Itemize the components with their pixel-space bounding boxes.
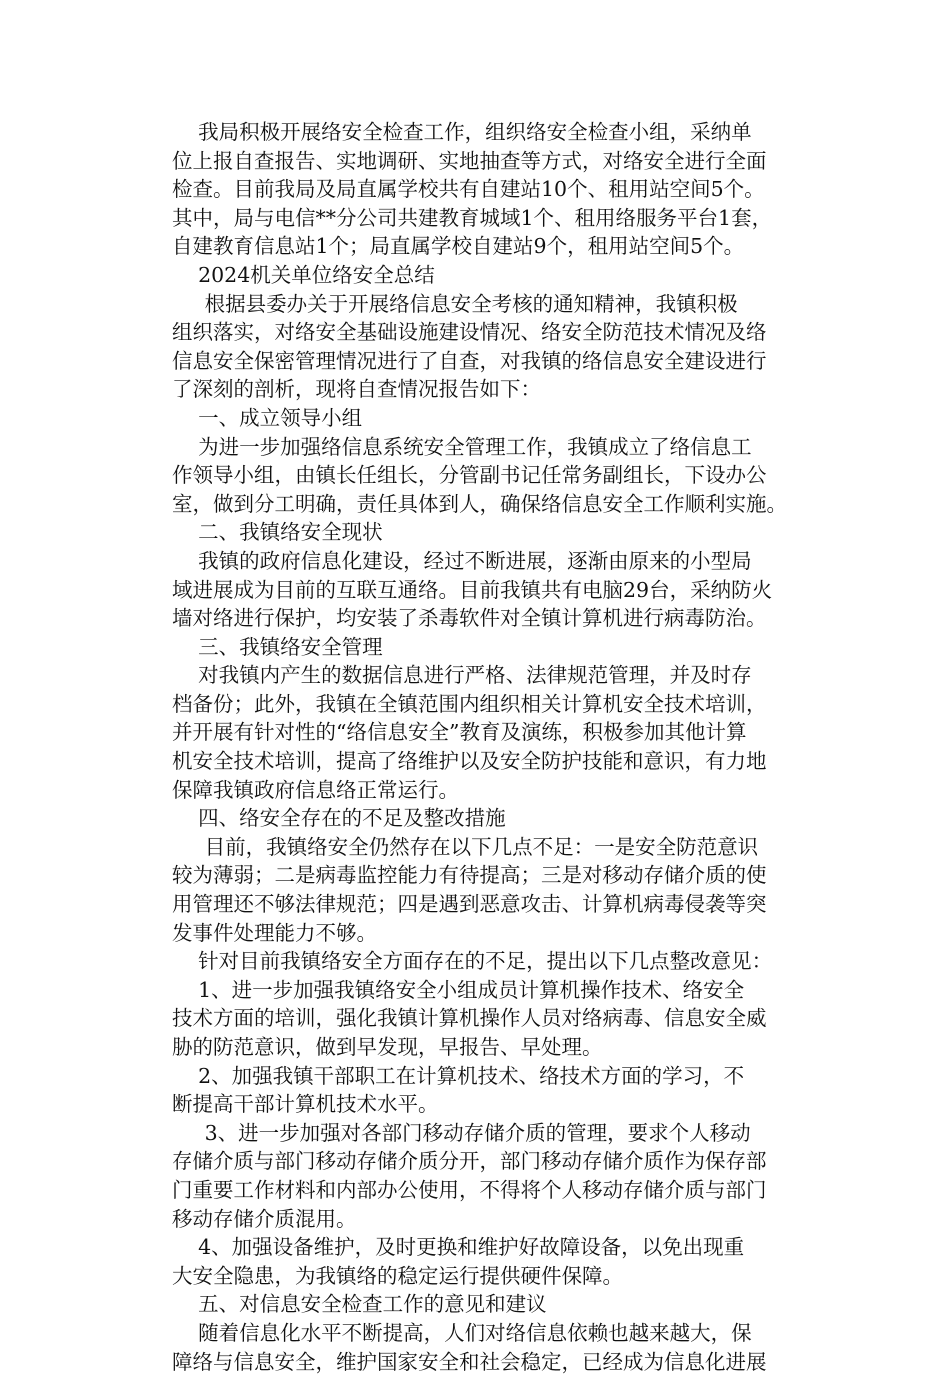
section-heading: 二、我镇络安全现状	[172, 520, 383, 545]
text-line: 发事件处理能力不够。	[172, 920, 377, 945]
text-line: 档备份；此外，我镇在全镇范围内组织相关计算机安全技术培训，	[172, 691, 767, 716]
text-line: 胁的防范意识，做到早发现，早报告、早处理。	[172, 1035, 603, 1059]
section-title: 2024机关单位络安全总结	[172, 262, 435, 287]
text-line: 断提高干部计算机技术水平。	[172, 1092, 439, 1117]
text-line: 随着信息化水平不断提高，人们对络信息依赖也越来越大，保	[172, 1320, 752, 1345]
text-line: 作领导小组，由镇长任组长，分管副书记任常务副组长，下设办公	[172, 463, 767, 488]
text-line: 1、进一步加强我镇络安全小组成员计算机操作技术、络安全	[172, 977, 745, 1002]
text-line: 移动存储介质混用。	[172, 1206, 357, 1231]
text-line: 存储介质与部门移动存储介质分开，部门移动存储介质作为保存部	[172, 1149, 767, 1174]
text-line: 为进一步加强络信息系统安全管理工作，我镇成立了络信息工	[172, 434, 752, 459]
text-line: 机安全技术培训，提高了络维护以及安全防护技能和意识，有力地	[172, 749, 767, 774]
text-line: 根据县委办关于开展络信息安全考核的通知精神，我镇积极	[172, 291, 738, 316]
text-line: 保障我镇政府信息络正常运行。	[172, 777, 459, 802]
text-line: 域进展成为目前的互联互通络。目前我镇共有电脑29台，采纳防火	[172, 577, 773, 602]
section-heading: 一、成立领导小组	[172, 405, 363, 430]
text-line: 自建教育信息站1个；局直属学校自建站9个，租用站空间5个。	[172, 234, 745, 259]
text-line: 目前，我镇络安全仍然存在以下几点不足：一是安全防范意识	[172, 834, 759, 859]
text-line: 4、加强设备维护，及时更换和维护好故障设备，以免出现重	[172, 1235, 745, 1260]
text-line: 针对目前我镇络安全方面存在的不足，提出以下几点整改意见：	[172, 949, 773, 974]
text-line: 用管理还不够法律规范；四是遇到恶意攻击、计算机病毒侵袭等突	[172, 892, 767, 917]
text-line: 其中，局与电信**分公司共建教育城域1个、租用络服务平台1套，	[172, 205, 773, 230]
text-line: 大安全隐患，为我镇络的稳定运行提供硬件保障。	[172, 1263, 623, 1288]
text-line: 检查。目前我局及局直属学校共有自建站10个、租用站空间5个。	[172, 177, 765, 202]
document-body	[172, 118, 812, 1376]
text-line: 对我镇内产生的数据信息进行严格、法律规范管理，并及时存	[172, 663, 752, 688]
text-line: 3、进一步加强对各部门移动存储介质的管理，要求个人移动	[172, 1120, 751, 1145]
text-line: 较为薄弱；二是病毒监控能力有待提高；三是对移动存储介质的使	[172, 863, 767, 888]
text-line: 位上报自查报告、实地调研、实地抽查等方式，对络安全进行全面	[172, 148, 767, 173]
text-line: 我镇的政府信息化建设，经过不断进展，逐渐由原来的小型局	[172, 548, 752, 573]
section-heading: 四、络安全存在的不足及整改措施	[172, 806, 506, 831]
section-heading: 三、我镇络安全管理	[172, 634, 383, 659]
text-line: 并开展有针对性的“络信息安全”教育及演练，积极参加其他计算	[172, 720, 747, 745]
text-line: 室，做到分工明确，责任具体到人，确保络信息安全工作顺利实施。	[172, 491, 787, 516]
text-line: 门重要工作材料和内部办公使用，不得将个人移动存储介质与部门	[172, 1177, 767, 1202]
text-line: 信息安全保密管理情况进行了自查，对我镇的络信息安全建设进行	[172, 348, 767, 373]
text-line: 技术方面的培训，强化我镇计算机操作人员对络病毒、信息安全威	[172, 1006, 767, 1031]
text-line: 2、加强我镇干部职工在计算机技术、络技术方面的学习，不	[172, 1063, 745, 1088]
text-line: 我局积极开展络安全检查工作，组织络安全检查小组，采纳单	[172, 120, 752, 144]
text-line: 了深刻的剖析，现将自查情况报告如下：	[172, 377, 541, 402]
text-line: 障络与信息安全，维护国家安全和社会稳定，已经成为信息化进展	[172, 1349, 767, 1374]
text-line: 墙对络进行保护，均安装了杀毒软件对全镇计算机进行病毒防治。	[172, 606, 767, 631]
section-heading: 五、对信息安全检查工作的意见和建议	[172, 1292, 547, 1317]
text-line: 组织落实，对络安全基础设施建设情况、络安全防范技术情况及络	[172, 320, 767, 345]
